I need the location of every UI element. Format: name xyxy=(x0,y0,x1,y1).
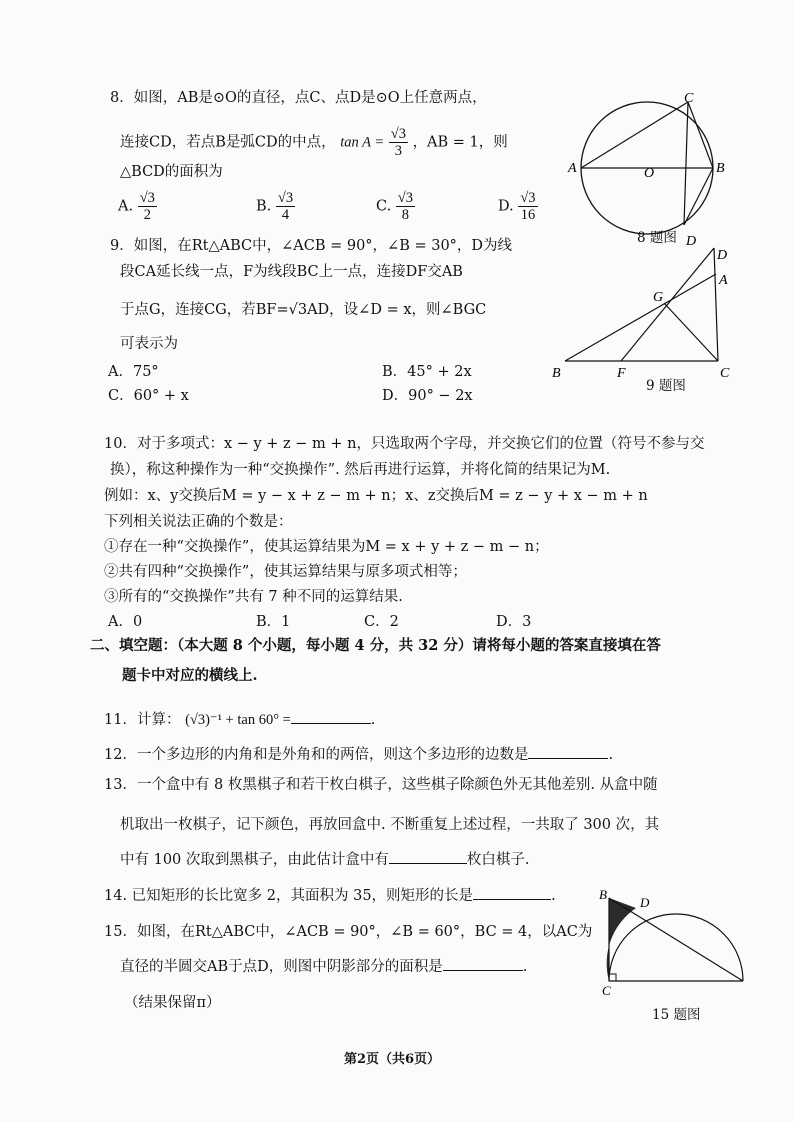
q15-shaded-region xyxy=(607,898,636,981)
q15-semicircle xyxy=(609,914,743,981)
q8-line3: △BCD的面积为 xyxy=(120,164,223,180)
q15-label-c: C xyxy=(602,983,611,998)
q10-statement-2: ②共有四种“交换操作”，使其运算结果与原多项式相等； xyxy=(104,564,467,580)
q8-label-c: C xyxy=(684,91,694,106)
q10-line2: 换），称这种操作为一种“交换操作”. 然后再进行运算，并将化简的结果记为M. xyxy=(110,462,611,478)
q15-label-d: D xyxy=(640,895,650,910)
q10-statement-1: ①存在一种“交换操作”，使其运算结果为M = x + y + z − m − n； xyxy=(104,539,549,555)
q15-figure xyxy=(596,885,756,1000)
q8-chord-ac xyxy=(581,102,688,168)
q9-line1: 9．如图，在Rt△ABC中，∠ACB = 90°，∠B = 30°，D为线 xyxy=(110,238,513,254)
q9-segment-fd xyxy=(621,248,714,361)
q8-option-d-label: D. xyxy=(498,198,514,215)
q9-figure xyxy=(548,240,748,380)
q8-chord-cb xyxy=(688,102,713,168)
q9-label-f: F xyxy=(617,366,626,381)
q14-answer-blank[interactable] xyxy=(473,899,551,900)
q11-suffix: . xyxy=(370,712,376,728)
q8-chord-bd xyxy=(684,168,713,225)
q8-line2 xyxy=(120,126,508,159)
q9-line2: 段CA延长线一点，F为线段BC上一点，连接DF交AB xyxy=(120,264,463,280)
q12 xyxy=(104,745,613,765)
q15-label-b: B xyxy=(599,887,607,902)
q8-label-a: A xyxy=(568,161,577,176)
q8-option-a-num: √3 xyxy=(139,190,155,206)
q13-line1: 13．一个盒中有 8 枚黑棋子和若干枚白棋子，这些棋子除颜色外无其他差别. 从盒中随 xyxy=(104,777,658,793)
q8-option-c-label: C. xyxy=(376,198,392,215)
q8-option-a-label: A. xyxy=(118,198,134,215)
q14 xyxy=(104,886,556,906)
q13-line2: 机取出一枚棋子，记下颜色，再放回盒中. 不断重复上述过程，一共取了 300 次，其 xyxy=(120,817,660,833)
q12-suffix: . xyxy=(608,747,614,763)
q13-answer-blank[interactable] xyxy=(389,863,467,864)
q9-line4: 可表示为 xyxy=(120,336,178,352)
q8-option-c-num: √3 xyxy=(397,190,414,206)
q8-figure xyxy=(570,85,730,250)
q14-suffix: . xyxy=(551,888,556,904)
q15-figure-caption: 15 题图 xyxy=(652,1007,701,1023)
q8-option-c xyxy=(376,190,415,223)
q10-line1: 10．对于多项式：x − y + z − m + n，只选取两个字母，并交换它们的位置（符号不参与交 xyxy=(104,436,705,452)
q9-option-d: D．90° − 2x xyxy=(382,388,473,404)
q9-option-b: B．45° + 2x xyxy=(382,364,472,380)
q12-text: 12．一个多边形的内角和是外角和的两倍，则这个多边形的边数是 xyxy=(104,747,529,763)
q15-line3: （结果保留π） xyxy=(124,995,221,1011)
q8-tan-den: 3 xyxy=(394,143,402,159)
q8-tan-label: tan A = xyxy=(340,134,385,151)
q10-option-d: D．3 xyxy=(496,614,532,630)
q8-tan-fraction xyxy=(389,126,408,159)
q15-line1: 15．如图，在Rt△ABC中，∠ACB = 90°，∠B = 60°，BC = 4，以AC为 xyxy=(104,924,593,940)
q8-line1: 8．如图，AB是⊙O的直径，点C、点D是⊙O上任意两点， xyxy=(110,90,487,106)
q15-answer-blank[interactable] xyxy=(443,970,523,971)
q11 xyxy=(104,710,375,730)
q9-option-c: C．60° + x xyxy=(108,388,189,404)
q8-option-b-num: √3 xyxy=(277,190,294,206)
q8-option-d-num: √3 xyxy=(520,190,536,206)
q9-option-a: A．75° xyxy=(108,364,159,380)
q9-line3: 于点G，连接CG，若BF=√3AD，设∠D = x，则∠BGC xyxy=(120,302,487,318)
q13-line3-text: 中有 100 次取到黑棋子，由此估计盒中有 xyxy=(120,852,389,868)
q8-option-a xyxy=(118,190,157,223)
q10-option-b: B．1 xyxy=(256,614,291,630)
q11-prefix: 11．计算： xyxy=(104,712,181,728)
section2-heading-line1: 二、填空题：（本大题 8 个小题，每小题 4 分，共 32 分）请将每小题的答案直接填在答 xyxy=(90,637,661,654)
q8-line2-text: 连接CD，若点B是弧CD的中点， xyxy=(120,134,336,151)
q8-line2-end: ，AB = 1，则 xyxy=(412,134,508,151)
q10-option-a: A．0 xyxy=(108,614,143,630)
page-footer: 第2页（共6页） xyxy=(344,1052,441,1067)
q9-segment-cd xyxy=(714,248,718,361)
q8-option-b-den: 4 xyxy=(281,207,290,223)
q9-label-a: A xyxy=(719,273,728,288)
q8-label-b: B xyxy=(716,161,725,176)
q15-line2-text: 直径的半圆交AB于点D，则图中阴影部分的面积是 xyxy=(120,959,443,975)
q11-expression: (√3)⁻¹ + tan 60° = xyxy=(185,712,291,728)
q8-label-d: D xyxy=(686,234,697,249)
q13-line3 xyxy=(120,850,530,870)
q8-figure-caption: 8 题图 xyxy=(637,230,677,246)
q8-option-d-den: 16 xyxy=(520,207,536,223)
q8-label-o: O xyxy=(644,166,655,181)
q14-text: 14. 已知矩形的长比宽多 2，其面积为 35，则矩形的长是 xyxy=(104,888,474,904)
q8-option-b-label: B. xyxy=(256,198,272,215)
q10-line4: 下列相关说法正确的个数是： xyxy=(104,514,293,530)
q13-line3-end: 枚白棋子. xyxy=(466,852,530,868)
q8-tan-num: √3 xyxy=(390,126,406,142)
q8-option-c-den: 8 xyxy=(401,207,410,223)
section2-heading-line2: 题卡中对应的横线上. xyxy=(122,667,258,684)
q8-option-b xyxy=(256,190,295,223)
q9-segment-gc xyxy=(664,303,718,361)
q9-label-g: G xyxy=(653,290,664,305)
q15-right-angle-mark xyxy=(609,974,616,981)
q10-statement-3: ③所有的“交换操作”共有 7 种不同的运算结果. xyxy=(104,589,403,605)
q9-label-c: C xyxy=(720,366,730,381)
q10-option-c: C．2 xyxy=(364,614,399,630)
q11-answer-blank[interactable] xyxy=(291,723,371,724)
q15-segment-ba xyxy=(609,898,743,981)
q10-line3: 例如：x、y交换后M = y − x + z − m + n；x、z交换后M = z − y + x − m + n xyxy=(104,488,648,504)
q8-option-d xyxy=(498,190,538,223)
q12-answer-blank[interactable] xyxy=(528,758,608,759)
q9-label-d: D xyxy=(717,248,728,263)
q15-suffix: . xyxy=(522,959,528,975)
q15-line2 xyxy=(120,957,527,977)
q8-chord-cd xyxy=(684,102,688,225)
q9-segment-ba xyxy=(565,274,716,361)
q9-label-b: B xyxy=(552,366,561,381)
q8-option-a-den: 2 xyxy=(143,207,151,223)
q9-figure-caption: 9 题图 xyxy=(646,378,686,394)
